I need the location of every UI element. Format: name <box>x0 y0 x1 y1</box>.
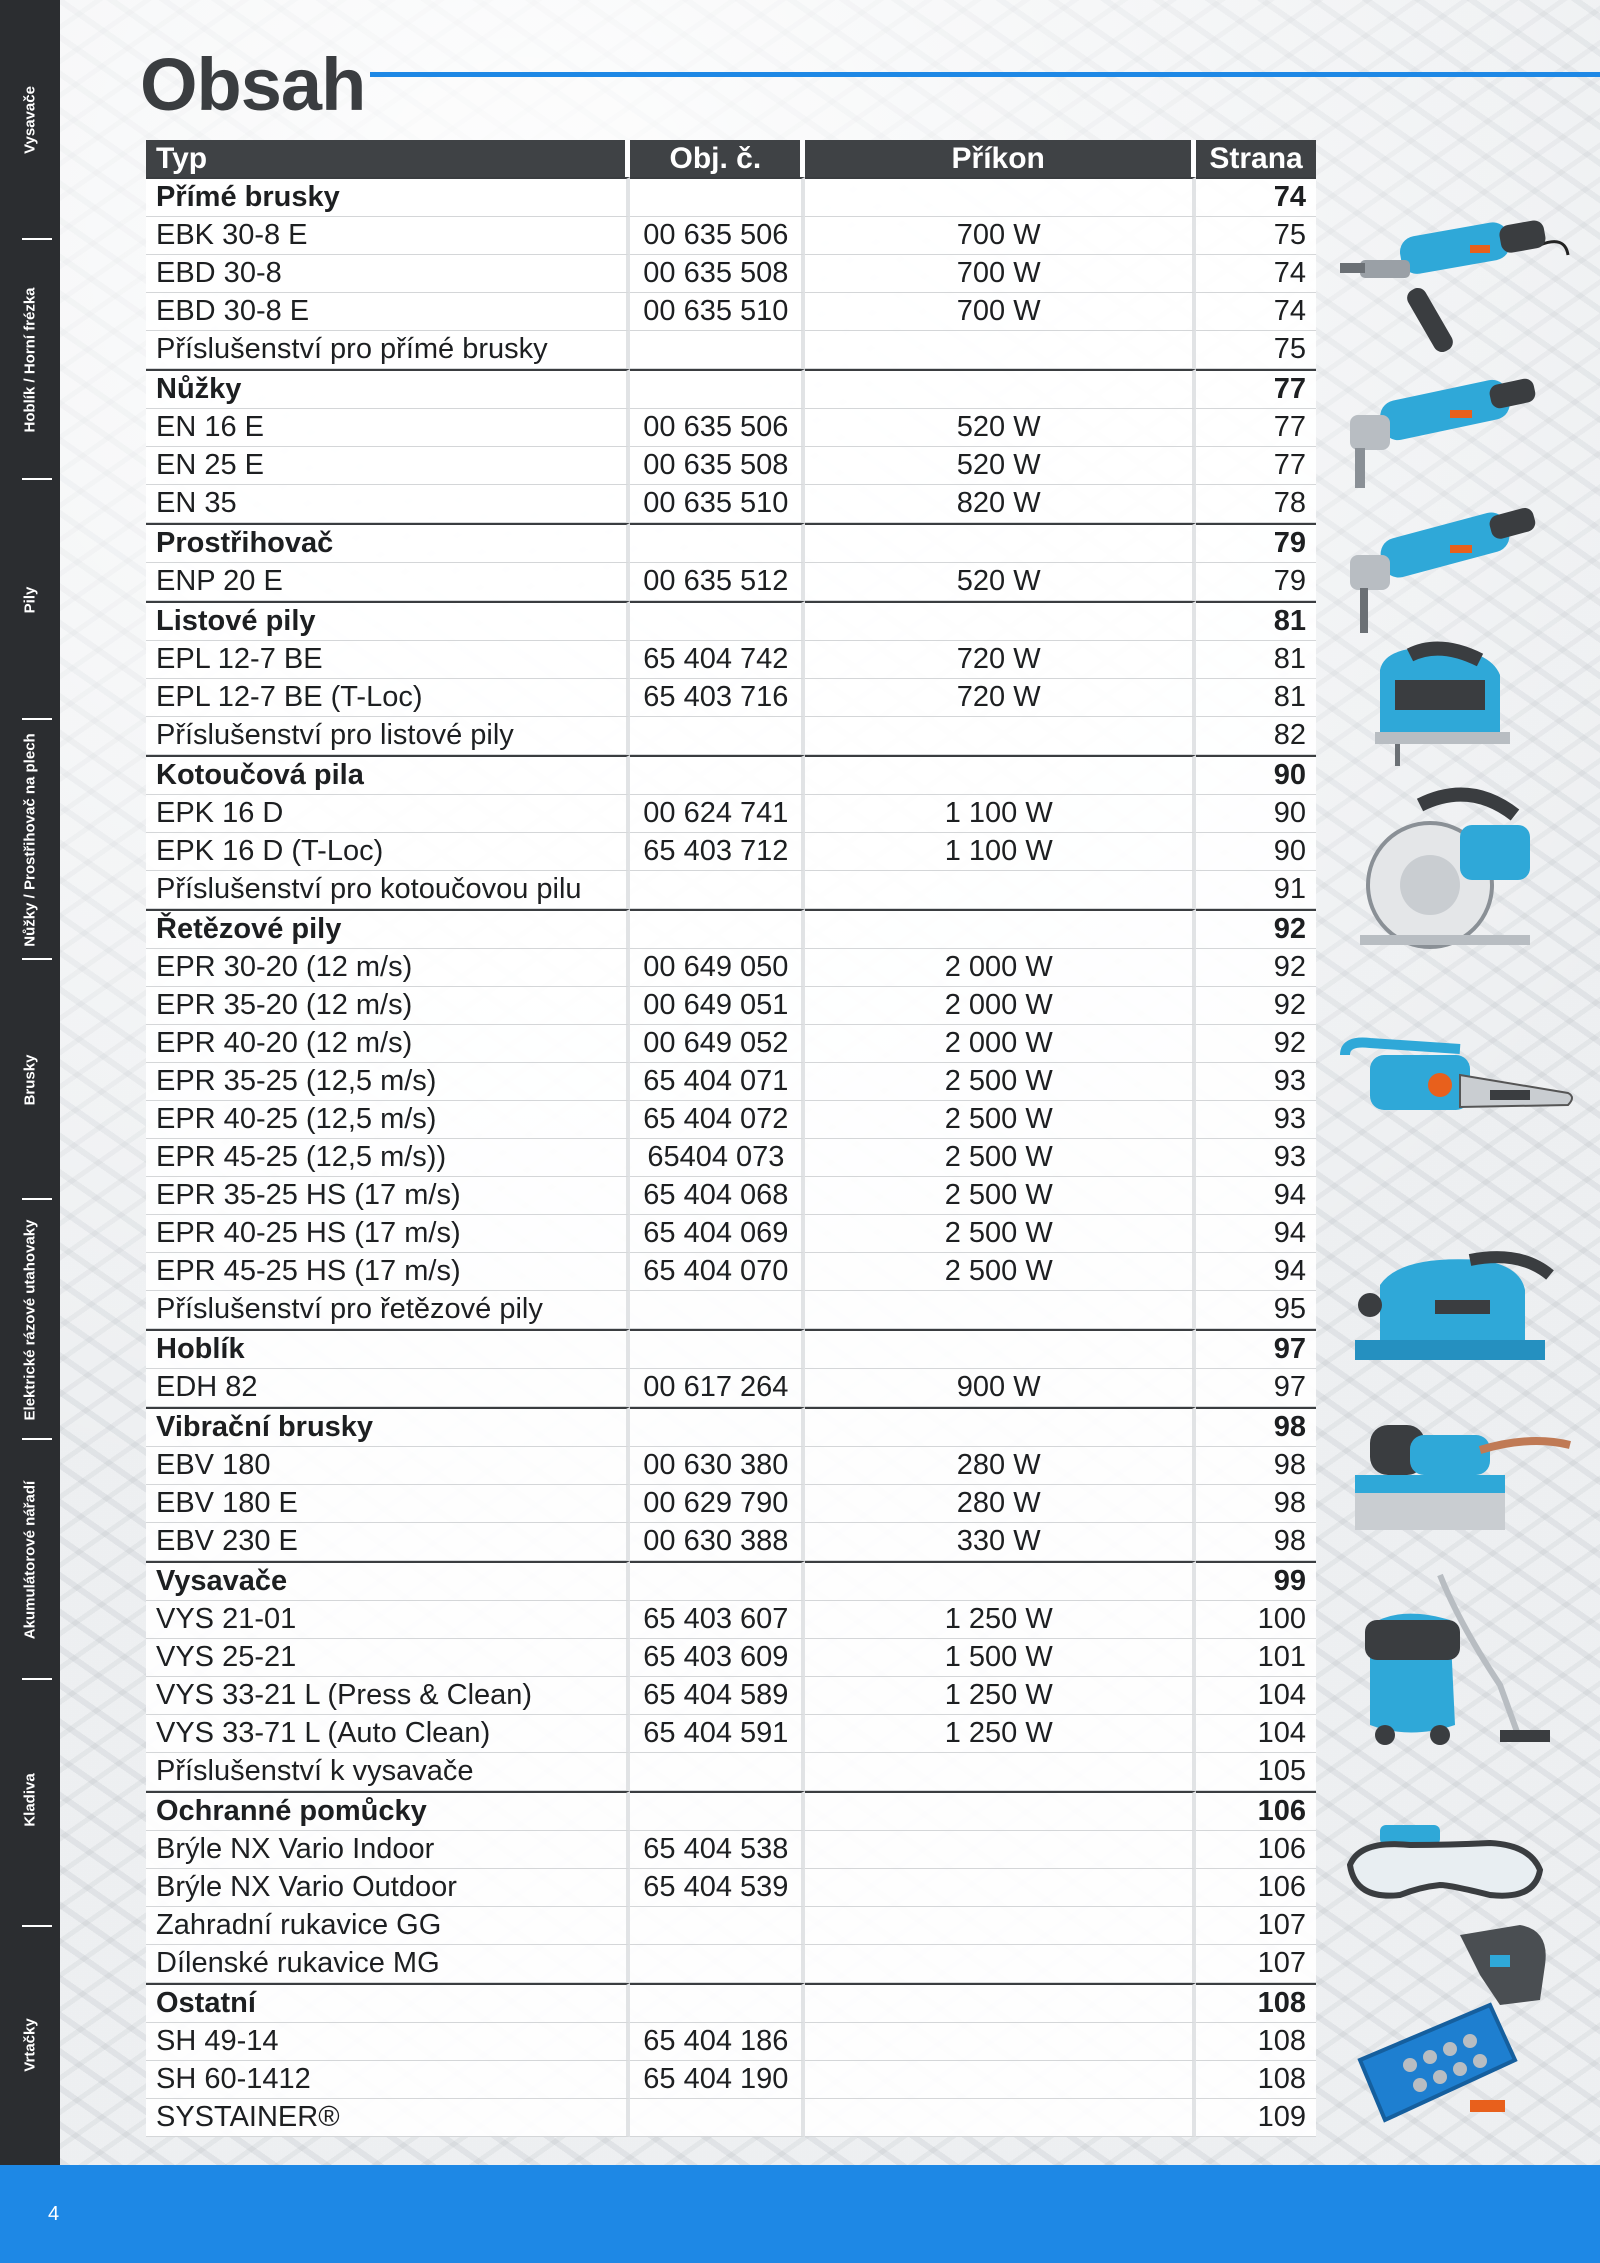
cell-type: Vysavače <box>146 1561 630 1601</box>
cell-type: EBV 230 E <box>146 1523 630 1561</box>
jigsaw-icon <box>1340 640 1570 770</box>
table-row <box>146 255 1316 293</box>
cell-type: EPL 12-7 BE <box>146 641 630 679</box>
category-row <box>146 369 1316 409</box>
cell-type: Příslušenství k vysavače <box>146 1753 630 1791</box>
table-row <box>146 293 1316 331</box>
cell-order-number <box>630 1329 805 1369</box>
sidebar-item-vrtacky[interactable] <box>0 1925 60 2165</box>
cell-order-number <box>630 601 805 641</box>
sidebar-item-label: Elektrické rázové utahovaky <box>21 1219 39 1421</box>
cell-page: 98 <box>1196 1407 1316 1447</box>
cell-order-number: 00 635 508 <box>630 447 805 485</box>
table-row <box>146 409 1316 447</box>
cell-power <box>805 2061 1196 2099</box>
table-row <box>146 987 1316 1025</box>
cell-type: Vibrační brusky <box>146 1407 630 1447</box>
cell-order-number <box>630 523 805 563</box>
cell-order-number: 65 404 190 <box>630 2061 805 2099</box>
cell-power: 1 100 W <box>805 795 1196 833</box>
cell-type: EPR 35-25 (12,5 m/s) <box>146 1063 630 1101</box>
cell-power: 1 250 W <box>805 1715 1196 1753</box>
cell-order-number: 65 404 589 <box>630 1677 805 1715</box>
cell-order-number: 00 649 050 <box>630 949 805 987</box>
cell-power: 280 W <box>805 1447 1196 1485</box>
category-row <box>146 1791 1316 1831</box>
cell-order-number <box>630 755 805 795</box>
cell-type: VYS 33-71 L (Auto Clean) <box>146 1715 630 1753</box>
vacuum-cleaner-icon <box>1340 1565 1570 1765</box>
page-footer <box>0 2165 1600 2263</box>
cell-page: 92 <box>1196 987 1316 1025</box>
cell-page: 74 <box>1196 255 1316 293</box>
table-row <box>146 447 1316 485</box>
safety-goggles-gloves-icon <box>1340 1815 1570 2015</box>
cell-order-number <box>630 1561 805 1601</box>
cell-page: 93 <box>1196 1139 1316 1177</box>
table-row <box>146 1639 1316 1677</box>
cell-type: SH 49-14 <box>146 2023 630 2061</box>
cell-power <box>805 331 1196 369</box>
cell-page: 97 <box>1196 1369 1316 1407</box>
cell-page: 97 <box>1196 1329 1316 1369</box>
sidebar-item-nuzky[interactable] <box>0 720 60 960</box>
cell-power: 1 500 W <box>805 1639 1196 1677</box>
table-row <box>146 1601 1316 1639</box>
table-row <box>146 1485 1316 1523</box>
cell-type: EBK 30-8 E <box>146 217 630 255</box>
cell-type: EPR 45-25 HS (17 m/s) <box>146 1253 630 1291</box>
cell-type: EN 25 E <box>146 447 630 485</box>
sidebar-item-vysavace[interactable] <box>0 0 60 240</box>
cell-page: 78 <box>1196 485 1316 523</box>
cell-type: Hoblík <box>146 1329 630 1369</box>
cell-power: 700 W <box>805 217 1196 255</box>
cell-type: Brýle NX Vario Indoor <box>146 1831 630 1869</box>
cell-type: Ochranné pomůcky <box>146 1791 630 1831</box>
cell-page: 75 <box>1196 217 1316 255</box>
sidebar-item-hoblik[interactable] <box>0 240 60 480</box>
cell-order-number: 00 617 264 <box>630 1369 805 1407</box>
cell-power <box>805 1945 1196 1983</box>
cell-order-number <box>630 1791 805 1831</box>
circular-saw-icon <box>1340 785 1570 965</box>
cell-page: 92 <box>1196 1025 1316 1063</box>
sidebar-item-label: Brusky <box>21 1054 39 1106</box>
cell-order-number <box>630 1407 805 1447</box>
orbital-sander-icon <box>1340 1405 1570 1555</box>
cell-page: 109 <box>1196 2099 1316 2137</box>
cell-page: 77 <box>1196 447 1316 485</box>
cell-power <box>805 909 1196 949</box>
cell-power: 2 500 W <box>805 1253 1196 1291</box>
sidebar-item-utahovaky[interactable] <box>0 1200 60 1440</box>
category-row <box>146 1561 1316 1601</box>
cell-type: Přímé brusky <box>146 177 630 217</box>
cell-page: 92 <box>1196 949 1316 987</box>
cell-type: EBV 180 <box>146 1447 630 1485</box>
cell-type: EPR 40-20 (12 m/s) <box>146 1025 630 1063</box>
cell-type: Dílenské rukavice MG <box>146 1945 630 1983</box>
socket-set-case-icon <box>1340 2000 1570 2130</box>
cell-type: Řetězové pily <box>146 909 630 949</box>
cell-page: 98 <box>1196 1523 1316 1561</box>
cell-type: EDH 82 <box>146 1369 630 1407</box>
cell-order-number <box>630 2099 805 2137</box>
cell-power <box>805 1831 1196 1869</box>
table-row <box>146 641 1316 679</box>
cell-page: 82 <box>1196 717 1316 755</box>
category-row <box>146 755 1316 795</box>
column-header-type: Typ <box>146 140 630 177</box>
cell-type: EPR 40-25 HS (17 m/s) <box>146 1215 630 1253</box>
cell-power <box>805 1291 1196 1329</box>
cell-order-number: 65 404 186 <box>630 2023 805 2061</box>
sidebar-item-label: Akumulátorové nářadí <box>21 1480 39 1640</box>
sidebar-item-kladiva[interactable] <box>0 1680 60 1920</box>
cell-power: 520 W <box>805 563 1196 601</box>
cell-order-number: 65 404 538 <box>630 1831 805 1869</box>
table-row <box>146 2061 1316 2099</box>
table-row <box>146 1523 1316 1561</box>
cell-power: 2 500 W <box>805 1177 1196 1215</box>
cell-power: 2 500 W <box>805 1101 1196 1139</box>
table-row <box>146 1447 1316 1485</box>
cell-power: 520 W <box>805 409 1196 447</box>
sidebar-item-brusky[interactable] <box>0 960 60 1200</box>
cell-power: 1 250 W <box>805 1677 1196 1715</box>
cell-power <box>805 2099 1196 2137</box>
table-row <box>146 717 1316 755</box>
cell-order-number: 00 649 051 <box>630 987 805 1025</box>
cell-page: 93 <box>1196 1063 1316 1101</box>
cell-order-number: 65 404 071 <box>630 1063 805 1101</box>
table-row <box>146 833 1316 871</box>
cell-page: 74 <box>1196 293 1316 331</box>
table-row <box>146 1253 1316 1291</box>
cell-page: 77 <box>1196 369 1316 409</box>
cell-page: 108 <box>1196 1983 1316 2023</box>
cell-type: Ostatní <box>146 1983 630 2023</box>
page-number: 4 <box>48 2203 60 2225</box>
cell-order-number: 00 629 790 <box>630 1485 805 1523</box>
table-row <box>146 1945 1316 1983</box>
cell-type: EPR 30-20 (12 m/s) <box>146 949 630 987</box>
category-row <box>146 909 1316 949</box>
cell-order-number <box>630 1945 805 1983</box>
cell-order-number: 00 635 506 <box>630 409 805 447</box>
cell-power: 720 W <box>805 679 1196 717</box>
sidebar-item-label: Pily <box>21 586 39 614</box>
table-row <box>146 871 1316 909</box>
cell-power: 2 500 W <box>805 1139 1196 1177</box>
cell-type: EN 35 <box>146 485 630 523</box>
cell-page: 91 <box>1196 871 1316 909</box>
cell-order-number <box>630 1907 805 1945</box>
cell-order-number: 65 403 712 <box>630 833 805 871</box>
cell-power <box>805 755 1196 795</box>
cell-order-number: 00 630 380 <box>630 1447 805 1485</box>
cell-page: 81 <box>1196 601 1316 641</box>
table-body <box>146 177 1316 2137</box>
cell-type: VYS 33-21 L (Press & Clean) <box>146 1677 630 1715</box>
cell-order-number: 65 404 591 <box>630 1715 805 1753</box>
cell-page: 90 <box>1196 755 1316 795</box>
nibbler-icon <box>1340 500 1570 640</box>
cell-page: 104 <box>1196 1677 1316 1715</box>
cell-order-number: 65 404 539 <box>630 1869 805 1907</box>
cell-order-number: 65 404 068 <box>630 1177 805 1215</box>
cell-page: 92 <box>1196 909 1316 949</box>
cell-page: 94 <box>1196 1177 1316 1215</box>
cell-power <box>805 177 1196 217</box>
sidebar-item-label: Kladiva <box>21 1773 39 1827</box>
cell-order-number <box>630 1753 805 1791</box>
table-row <box>146 1369 1316 1407</box>
column-header-order-number: Obj. č. <box>630 140 805 177</box>
cell-type: ENP 20 E <box>146 563 630 601</box>
cell-page: 107 <box>1196 1907 1316 1945</box>
cell-order-number <box>630 1291 805 1329</box>
cell-power: 330 W <box>805 1523 1196 1561</box>
table-row <box>146 2023 1316 2061</box>
shears-icon <box>1340 370 1570 500</box>
table-row <box>146 217 1316 255</box>
cell-type: SYSTAINER® <box>146 2099 630 2137</box>
cell-page: 106 <box>1196 1791 1316 1831</box>
table-row <box>146 1907 1316 1945</box>
cell-power <box>805 523 1196 563</box>
table-row <box>146 1177 1316 1215</box>
contents-table <box>146 140 1316 2137</box>
cell-page: 101 <box>1196 1639 1316 1677</box>
cell-page: 106 <box>1196 1831 1316 1869</box>
cell-power <box>805 871 1196 909</box>
table-row <box>146 679 1316 717</box>
cell-power: 720 W <box>805 641 1196 679</box>
cell-power: 2 500 W <box>805 1215 1196 1253</box>
cell-power <box>805 1983 1196 2023</box>
cell-page: 104 <box>1196 1715 1316 1753</box>
cell-type: Prostřihovač <box>146 523 630 563</box>
table-row <box>146 1025 1316 1063</box>
table-row <box>146 1139 1316 1177</box>
cell-power <box>805 369 1196 409</box>
cell-power: 700 W <box>805 255 1196 293</box>
cell-power: 520 W <box>805 447 1196 485</box>
cell-page: 99 <box>1196 1561 1316 1601</box>
cell-page: 94 <box>1196 1253 1316 1291</box>
category-row <box>146 1407 1316 1447</box>
straight-grinder-icon <box>1340 205 1570 365</box>
cell-page: 81 <box>1196 641 1316 679</box>
cell-type: Brýle NX Vario Outdoor <box>146 1869 630 1907</box>
cell-type: EBD 30-8 <box>146 255 630 293</box>
table-row <box>146 1677 1316 1715</box>
chapter-sidebar <box>0 0 60 2165</box>
cell-page: 75 <box>1196 331 1316 369</box>
cell-page: 98 <box>1196 1447 1316 1485</box>
cell-page: 74 <box>1196 177 1316 217</box>
title-rule <box>370 72 1600 77</box>
cell-type: Příslušenství pro přímé brusky <box>146 331 630 369</box>
sidebar-item-label: Hoblík / Horní frézka <box>21 287 39 433</box>
table-row <box>146 1869 1316 1907</box>
cell-power: 820 W <box>805 485 1196 523</box>
cell-page: 106 <box>1196 1869 1316 1907</box>
cell-type: EPK 16 D (T-Loc) <box>146 833 630 871</box>
cell-page: 79 <box>1196 563 1316 601</box>
table-row <box>146 949 1316 987</box>
cell-type: SH 60-1412 <box>146 2061 630 2099</box>
sidebar-item-akumulatorove[interactable] <box>0 1440 60 1680</box>
cell-page: 94 <box>1196 1215 1316 1253</box>
cell-page: 79 <box>1196 523 1316 563</box>
page-title: Obsah <box>140 43 366 126</box>
cell-power <box>805 1407 1196 1447</box>
category-row <box>146 1983 1316 2023</box>
cell-power: 700 W <box>805 293 1196 331</box>
column-header-power: Příkon <box>805 140 1196 177</box>
cell-type: EBD 30-8 E <box>146 293 630 331</box>
table-row <box>146 331 1316 369</box>
cell-order-number: 00 635 510 <box>630 485 805 523</box>
table-row <box>146 1215 1316 1253</box>
category-row <box>146 523 1316 563</box>
cell-power <box>805 2023 1196 2061</box>
category-row <box>146 601 1316 641</box>
cell-power <box>805 1869 1196 1907</box>
cell-order-number: 00 649 052 <box>630 1025 805 1063</box>
cell-power <box>805 601 1196 641</box>
cell-order-number: 65404 073 <box>630 1139 805 1177</box>
table-row <box>146 1063 1316 1101</box>
table-row <box>146 1101 1316 1139</box>
cell-power <box>805 1561 1196 1601</box>
planer-icon <box>1340 1245 1570 1395</box>
table-row <box>146 563 1316 601</box>
cell-power: 1 100 W <box>805 833 1196 871</box>
cell-order-number <box>630 871 805 909</box>
cell-type: EPK 16 D <box>146 795 630 833</box>
cell-power: 280 W <box>805 1485 1196 1523</box>
cell-power: 2 000 W <box>805 987 1196 1025</box>
cell-type: EPR 45-25 (12,5 m/s)) <box>146 1139 630 1177</box>
cell-order-number <box>630 369 805 409</box>
cell-page: 90 <box>1196 795 1316 833</box>
cell-order-number: 65 403 716 <box>630 679 805 717</box>
table-row <box>146 1831 1316 1869</box>
cell-order-number: 00 630 388 <box>630 1523 805 1561</box>
column-header-page: Strana <box>1196 140 1316 177</box>
cell-power: 900 W <box>805 1369 1196 1407</box>
cell-order-number: 00 635 510 <box>630 293 805 331</box>
cell-order-number: 65 404 742 <box>630 641 805 679</box>
table-row <box>146 1753 1316 1791</box>
cell-order-number <box>630 717 805 755</box>
cell-order-number: 65 403 607 <box>630 1601 805 1639</box>
cell-order-number: 00 635 506 <box>630 217 805 255</box>
cell-page: 105 <box>1196 1753 1316 1791</box>
cell-order-number: 65 404 070 <box>630 1253 805 1291</box>
cell-page: 98 <box>1196 1485 1316 1523</box>
cell-power <box>805 1329 1196 1369</box>
cell-type: EN 16 E <box>146 409 630 447</box>
sidebar-item-label: Vrtačky <box>21 2018 39 2072</box>
cell-type: EPL 12-7 BE (T-Loc) <box>146 679 630 717</box>
cell-page: 107 <box>1196 1945 1316 1983</box>
cell-page: 93 <box>1196 1101 1316 1139</box>
cell-order-number: 00 635 508 <box>630 255 805 293</box>
cell-page: 100 <box>1196 1601 1316 1639</box>
cell-power <box>805 1907 1196 1945</box>
cell-page: 81 <box>1196 679 1316 717</box>
chainsaw-icon <box>1340 1035 1570 1155</box>
cell-page: 90 <box>1196 833 1316 871</box>
cell-power: 2 500 W <box>805 1063 1196 1101</box>
cell-type: EPR 35-20 (12 m/s) <box>146 987 630 1025</box>
cell-order-number: 00 635 512 <box>630 563 805 601</box>
cell-type: EPR 35-25 HS (17 m/s) <box>146 1177 630 1215</box>
table-header-row <box>146 140 1316 177</box>
cell-power <box>805 1753 1196 1791</box>
cell-order-number: 65 403 609 <box>630 1639 805 1677</box>
cell-order-number: 65 404 072 <box>630 1101 805 1139</box>
cell-type: Listové pily <box>146 601 630 641</box>
category-row <box>146 1329 1316 1369</box>
cell-type: Zahradní rukavice GG <box>146 1907 630 1945</box>
cell-order-number: 65 404 069 <box>630 1215 805 1253</box>
cell-type: Příslušenství pro listové pily <box>146 717 630 755</box>
cell-page: 77 <box>1196 409 1316 447</box>
cell-page: 108 <box>1196 2061 1316 2099</box>
cell-type: Kotoučová pila <box>146 755 630 795</box>
category-row <box>146 177 1316 217</box>
cell-order-number <box>630 909 805 949</box>
cell-order-number <box>630 177 805 217</box>
cell-power <box>805 1791 1196 1831</box>
cell-type: Nůžky <box>146 369 630 409</box>
cell-page: 108 <box>1196 2023 1316 2061</box>
table-row <box>146 1715 1316 1753</box>
cell-type: EPR 40-25 (12,5 m/s) <box>146 1101 630 1139</box>
cell-power: 2 000 W <box>805 949 1196 987</box>
cell-order-number <box>630 1983 805 2023</box>
table-row <box>146 2099 1316 2137</box>
cell-type: Příslušenství pro kotoučovou pilu <box>146 871 630 909</box>
table-row <box>146 795 1316 833</box>
cell-order-number: 00 624 741 <box>630 795 805 833</box>
cell-type: VYS 21-01 <box>146 1601 630 1639</box>
cell-power <box>805 717 1196 755</box>
table-row <box>146 1291 1316 1329</box>
table-row <box>146 485 1316 523</box>
cell-type: Příslušenství pro řetězové pily <box>146 1291 630 1329</box>
sidebar-item-pily[interactable] <box>0 480 60 720</box>
sidebar-item-label: Nůžky / Prostřihovač na plech <box>21 733 39 947</box>
sidebar-item-label: Vysavače <box>21 86 39 154</box>
cell-page: 95 <box>1196 1291 1316 1329</box>
cell-type: VYS 25-21 <box>146 1639 630 1677</box>
cell-power: 2 000 W <box>805 1025 1196 1063</box>
cell-order-number <box>630 331 805 369</box>
cell-type: EBV 180 E <box>146 1485 630 1523</box>
cell-power: 1 250 W <box>805 1601 1196 1639</box>
